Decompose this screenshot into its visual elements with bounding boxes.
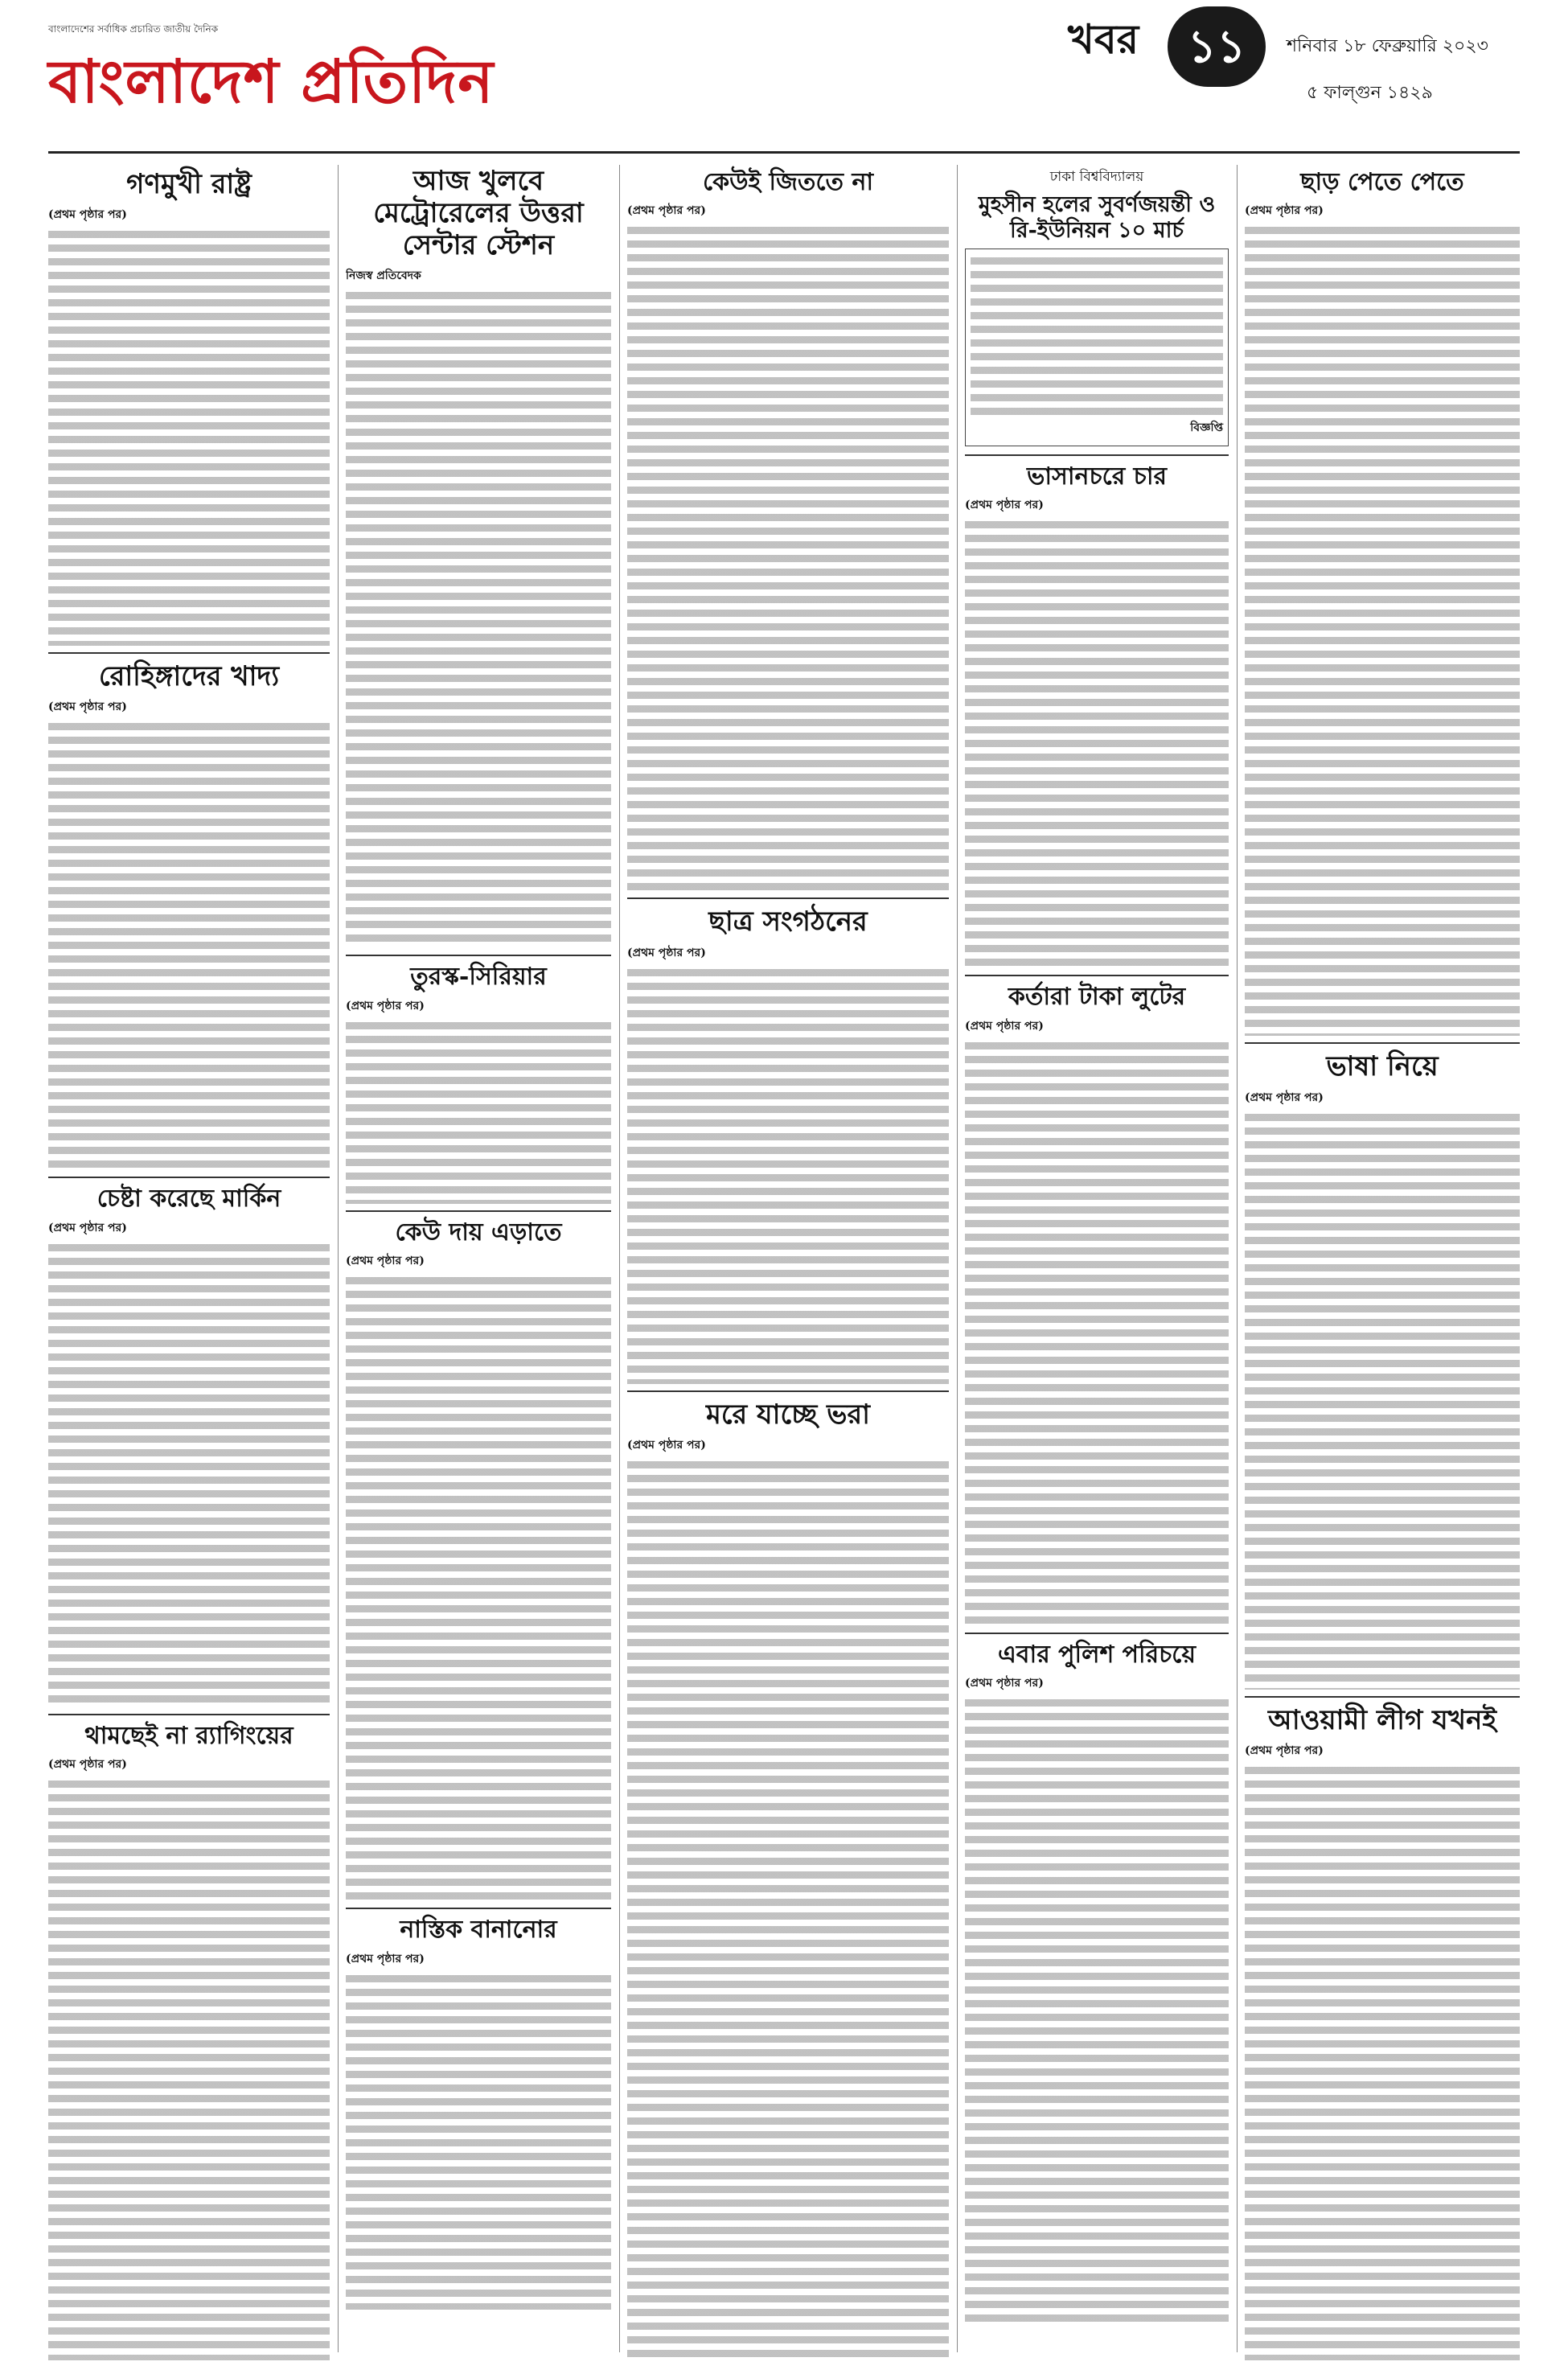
article-divider [965,1633,1229,1634]
article-body-text [965,518,1229,968]
article-body-text [48,1777,330,2360]
headline-keui-jitbe: কেউই জিততে না [702,168,874,196]
article-divider [346,955,611,956]
byline: (প্রথম পৃষ্ঠার পর) [627,946,706,959]
notice-label: বিজ্ঞপ্তি [1190,421,1223,434]
byline: (প্রথম পৃষ্ঠার পর) [48,208,127,222]
article-body-text [1245,1111,1520,1690]
column-divider [619,165,620,2352]
headline-police-porichoy: এবার পুলিশ পরিচয়ে [997,1640,1197,1669]
article-body-text [346,1274,611,1901]
article-body-text [627,224,949,891]
column-divider [1237,165,1238,2352]
article-body-text [48,228,330,646]
headline-more-jacche: মরে যাচ্ছে ভরা [705,1398,871,1431]
column-5 [1245,165,1520,2360]
byline: (প্রথম পৃষ্ঠার পর) [1245,1090,1324,1104]
headline-muhsin-hall: মুহসীন হলের সুবর্ণজয়ন্তী ও রি-ইউনিয়ন ১০ মার্চ [978,192,1216,243]
byline: (প্রথম পৃষ্ঠার পর) [48,1758,127,1771]
column-1 [48,165,330,2360]
byline: (প্রথম পৃষ্ঠার পর) [48,700,127,714]
headline-nastik: নাস্তিক বানানোর [400,1916,557,1945]
article-divider [1245,1042,1520,1044]
byline: (প্রথম পৃষ্ঠার পর) [965,499,1044,512]
column-3 [627,165,949,2360]
byline: (প্রথম পৃষ্ঠার পর) [965,1019,1044,1033]
article-kicker: ঢাকা বিশ্ববিদ্যালয় [1049,169,1144,185]
page-number-badge: ১১ [1168,6,1266,87]
article-divider [346,1210,611,1212]
article-divider [965,454,1229,456]
article-divider [346,1908,611,1909]
byline: (প্রথম পৃষ্ঠার পর) [627,1438,706,1452]
article-divider [48,1177,330,1178]
article-divider [965,975,1229,976]
headline-chhar-pete: ছাড় পেতে পেতে [1300,168,1464,196]
byline: (প্রথম পৃষ্ঠার পর) [1245,1744,1324,1757]
headline-ganamukhi: গণমুখী রাষ্ট্র [126,168,252,200]
headline-bhasha-niye: ভাষা নিয়ে [1326,1050,1439,1083]
byline: (প্রথম পৃষ্ঠার পর) [1245,204,1324,218]
headline-marekin: চেষ্টা করেছে মার্কিন [96,1185,281,1214]
byline: (প্রথম পৃষ্ঠার পর) [346,1952,425,1965]
logo-strapline: বাংলাদেশের সর্বাধিক প্রচারিত জাতীয় দৈনিক [48,23,219,35]
article-body-text [346,289,611,948]
article-body-text [627,1458,949,2360]
article-body-text [1245,1764,1520,2360]
headline-awami-league: আওয়ামী লীগ যখনই [1267,1703,1497,1736]
logo-wordmark: বাংলাদেশ প্রতিদিন [48,47,495,117]
headline-chhatro-sangathan: ছাত্র সংগঠনের [708,906,868,939]
article-body-text [48,1241,330,1707]
article-body-text [627,966,949,1384]
byline: (প্রথম পৃষ্ঠার পর) [48,1221,127,1234]
article-body-text [965,1696,1229,2323]
headline-turkey-syria: তুরস্ক-সিরিয়ার [410,963,547,992]
notice-box [965,248,1229,446]
article-body-text [48,720,330,1170]
headline-rohingya: রোহিঙ্গাদের খাদ্য [98,660,280,693]
byline: (প্রথম পৃষ্ঠার পর) [627,204,706,218]
column-2 [346,165,611,2360]
byline: (প্রথম পৃষ্ঠার পর) [346,1255,425,1268]
article-body-text [1245,224,1520,1036]
column-divider [957,165,958,2352]
article-body-text [346,1972,611,2310]
article-divider [48,1714,330,1715]
article-divider [1245,1696,1520,1698]
headline-kortara-taka: কর্তারা টাকা লুটের [1008,983,1186,1012]
date-bangla: ৫ ফাল্গুন ১৪২৯ [1307,83,1433,103]
column-4 [965,165,1229,2360]
article-divider [627,897,949,899]
headline-ragging: থামছেই না র‍্যাগিংয়ের [84,1721,293,1750]
newspaper-logo [48,23,495,135]
article-divider [48,652,330,654]
byline: নিজস্ব প্রতিবেদক [346,269,421,283]
headline-bhasanchar: ভাসানচরে চার [1026,462,1168,491]
headline-keu-day: কেউ দায় এড়াতে [395,1218,562,1247]
section-label: খবর [1068,15,1139,63]
article-body-text [346,1019,611,1204]
byline: (প্রথম পৃষ্ঠার পর) [965,1676,1044,1690]
column-divider [338,165,339,2352]
masthead [0,0,1568,153]
byline: (প্রথম পৃষ্ঠার পর) [346,999,425,1012]
article-body-text [965,1039,1229,1626]
notice-body-text [971,254,1223,415]
article-divider [627,1390,949,1392]
date-gregorian: শনিবার ১৮ ফেব্রুয়ারি ২০২৩ [1287,36,1488,56]
headline-metrorail: আজ খুলবে মেট্রোরেলের উত্তরা সেন্টার স্টেশন [373,165,584,262]
masthead-divider [48,151,1520,154]
